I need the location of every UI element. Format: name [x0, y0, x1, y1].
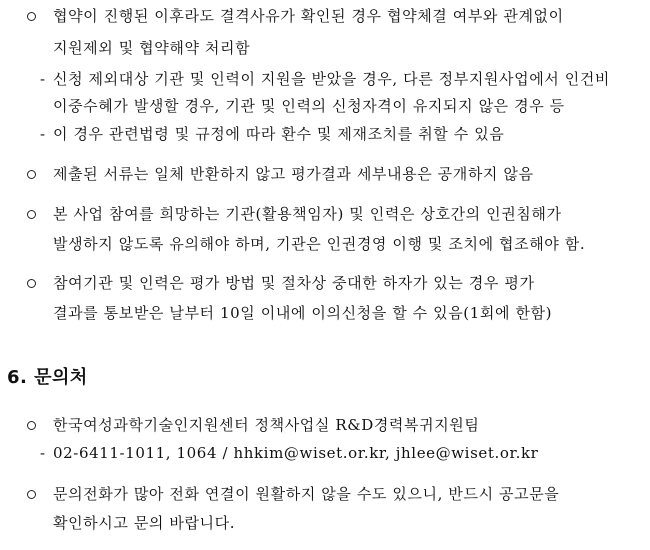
notice-2-line-1: 제출된 서류는 일체 반환하지 않고 평가결과 세부내용은 공개하지 않음 — [53, 165, 534, 183]
contact-note-line-1: 문의전화가 많아 전화 연결이 원활하지 않을 수도 있으니, 반드시 공고문을 — [53, 485, 560, 503]
contact-phone-email-line: 02-6411-1011, 1064 / hhkim@wiset.or.kr, jhlee@wiset.or.kr — [53, 444, 539, 462]
notice-4-line-2: 결과를 통보받은 날부터 10일 이내에 이의신청을 할 수 있음(1회에 한함) — [53, 304, 553, 322]
notice-4-line-1: 참여기관 및 인력은 평가 방법 및 절차상 중대한 하자가 있는 경우 평가 — [53, 274, 535, 292]
contact-note-line-2: 확인하시고 문의 바랍니다. — [53, 514, 236, 532]
notice-1-line-1: 협약이 진행된 이후라도 결격사유가 확인된 경우 협약체결 여부와 관계없이 — [53, 7, 564, 25]
notice-1-sub-2-line-1: 이 경우 관련법령 및 규정에 따라 환수 및 제재조치를 취할 수 있음 — [53, 125, 505, 143]
notice-1-line-2: 지원제외 및 협약해약 처리함 — [53, 39, 251, 57]
bullet-circle-icon — [27, 421, 36, 430]
subitem-dash: - — [40, 70, 46, 88]
section-title: 문의처 — [34, 367, 88, 388]
section-heading — [7, 366, 88, 390]
notice-3-line-1: 본 사업 참여를 희망하는 기관(활용책임자) 및 인력은 상호간의 인권침해가 — [53, 205, 562, 223]
bullet-circle-icon — [27, 490, 36, 499]
subitem-dash: - — [40, 444, 46, 462]
notice-1-sub-1-line-1: 신청 제외대상 기관 및 인력이 지원을 받았을 경우, 다른 정부지원사업에서 인건비 — [53, 70, 611, 88]
bullet-circle-icon — [27, 170, 36, 179]
bullet-circle-icon — [27, 210, 36, 219]
notice-1-sub-1-line-2: 이중수혜가 발생할 경우, 기관 및 인력의 신청자격이 유지되지 않은 경우 등 — [53, 97, 565, 115]
subitem-dash: - — [40, 125, 46, 143]
section-number: 6. — [7, 367, 28, 388]
notice-3-line-2: 발생하지 않도록 유의해야 하며, 기관은 인권경영 이행 및 조치에 협조해야 함. — [53, 235, 586, 253]
bullet-circle-icon — [27, 12, 36, 21]
contact-org-line: 한국여성과학기술인지원센터 정책사업실 R&D경력복귀지원팀 — [53, 416, 480, 434]
bullet-circle-icon — [27, 279, 36, 288]
